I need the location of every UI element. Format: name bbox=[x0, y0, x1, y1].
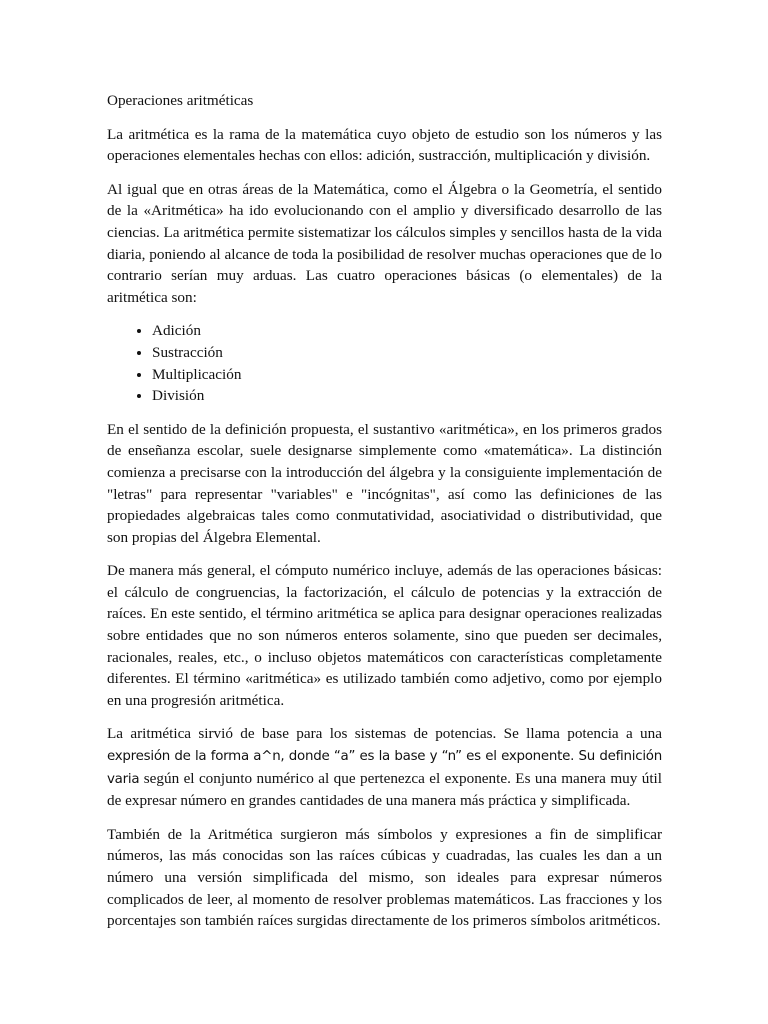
list-item-sustraccion: • Sustracción bbox=[152, 342, 662, 364]
list-item-adicion: • Adición bbox=[152, 320, 662, 342]
document-page bbox=[107, 90, 662, 932]
potencias-text-end: según el conjunto numérico al que pertenezca el exponente. Es una manera muy útil de expresar número en grandes cantidades de una manera más práctica y simplificada. bbox=[107, 769, 662, 810]
potencias-text-start: La aritmética sirvió de base para los sistemas de potencias. Se llama potencia a una bbox=[107, 725, 662, 743]
list-item-multiplicacion: • Multiplicación bbox=[152, 364, 662, 386]
paragraph-definition: En el sentido de la definición propuesta, el sustantivo «aritmética», en los primeros grados de enseñanza escolar, suele designarse simplemente como «matemática». La distinción comienza a precisarse con la introducción del álgebra y la consiguiente implementación de "letras" para representar "variables" e "incógnitas", así como las definiciones de las propiedades algebraicas tales como conmutatividad, asociatividad o distributividad, que son propias del Álgebra Elemental. bbox=[107, 420, 662, 546]
paragraph-intro: La aritmética es la rama de la matemática cuyo objeto de estudio son los números y las operaciones elementales hechas con ellos: adición, sustracción, multiplicación y división. bbox=[107, 125, 662, 165]
paragraph-numeric-computation: De manera más general, el cómputo numérico incluye, además de las operaciones básicas: el cálculo de congruencias, la factorización, el cálculo de potencias y la extracción de raíces. En este sentido, el término aritmética se aplica para designar operaciones realizadas sobre entidades que no son números enteros solamente, sino que pueden ser decimales, racionales, reales, etc., o incluso objetos matemáticos con características completamente diferentes. El término «aritmética» es utilizado también como adjetivo, como por ejemplo en una progresión aritmética. bbox=[107, 562, 662, 709]
paragraph-potencias bbox=[107, 723, 662, 811]
document-title: Operaciones aritméticas bbox=[107, 92, 254, 109]
potencias-text-different-font: expresión de la forma a^n, donde “a” es la base y “n” es el exponente. Su definición varia bbox=[107, 749, 662, 787]
operations-list bbox=[107, 320, 662, 406]
list-item-division: • División bbox=[152, 385, 662, 407]
paragraph-symbols: También de la Aritmética surgieron más símbolos y expresiones a fin de simplificar números, las más conocidas son las raíces cúbicas y cuadradas, las cuales les dan a un número una versión simplificada del mismo, son ideales para expresar números complicados de leer, al momento de resolver problemas matemáticos. Las fracciones y los porcentajes son también raíces surgidas directamente de los primeros símbolos aritméticos. bbox=[107, 825, 662, 930]
paragraph-evolution: Al igual que en otras áreas de la Matemática, como el Álgebra o la Geometría, el sentido de la «Aritmética» ha ido evolucionando con el amplio y diversificado desarrollo de las ciencias. La aritmética permite sistematizar los cálculos simples y sencillos hasta de la vida diaria, poniendo al alcance de toda la posibilidad de resolver muchas operaciones que de lo contrario serían muy arduas. Las cuatro operaciones básicas (o elementales) de la aritmética son: bbox=[107, 180, 662, 306]
